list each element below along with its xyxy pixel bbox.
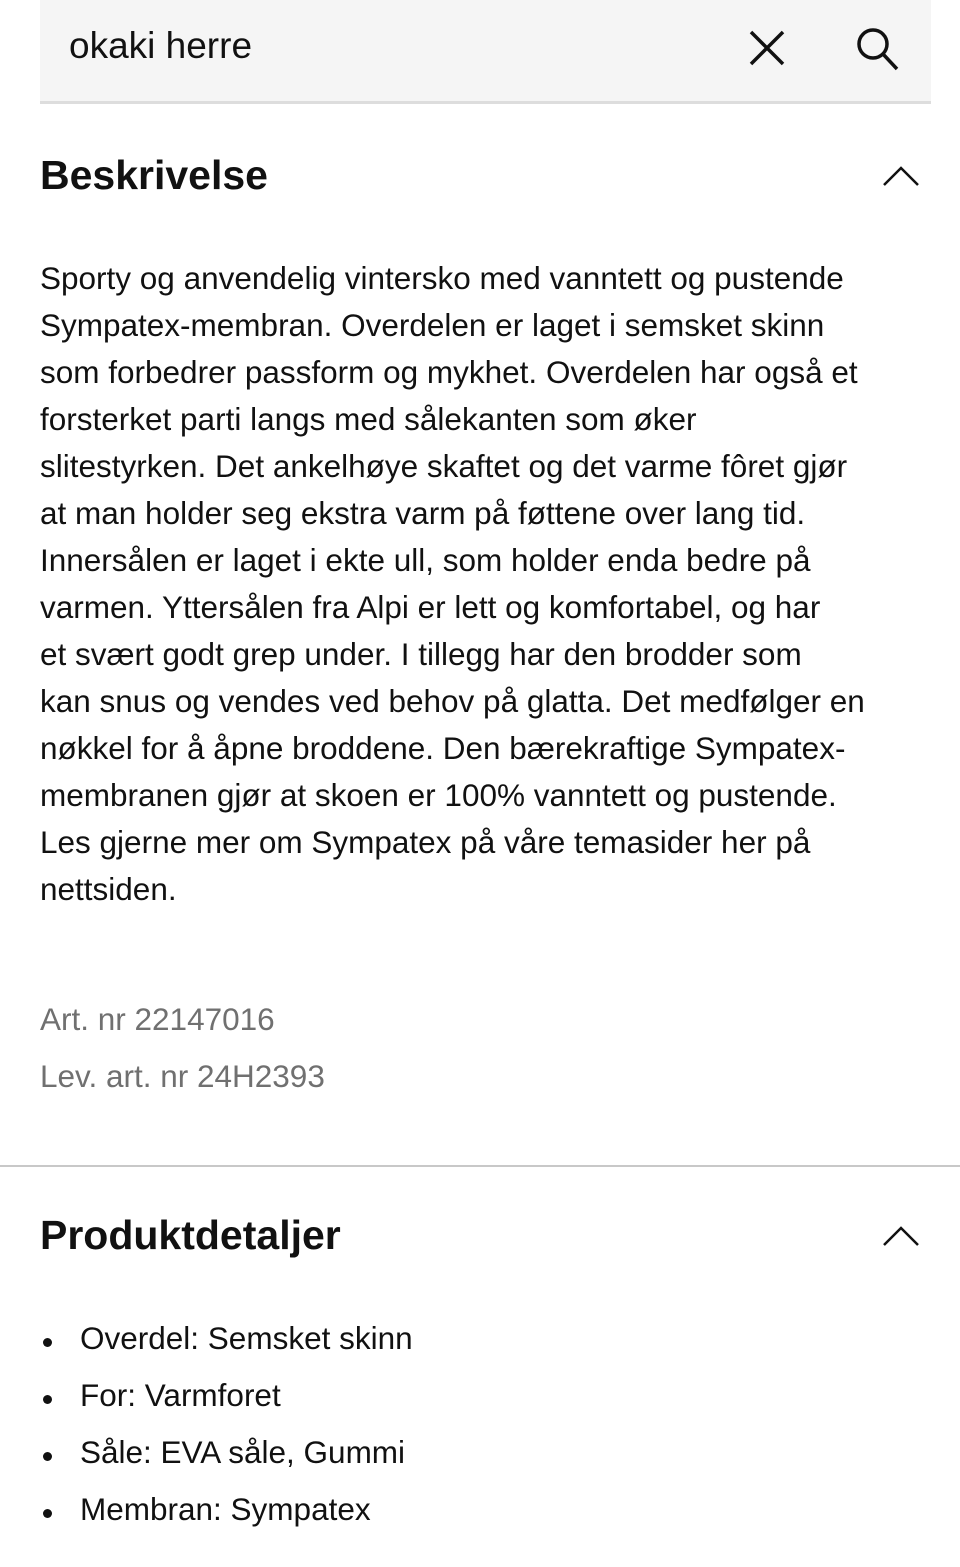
list-item-text: For: Varmforet bbox=[80, 1377, 281, 1413]
description-line: nøkkel for å åpne broddene. Den bærekraftige Sympatex- bbox=[40, 730, 846, 766]
description-line: som forbedrer passform og mykhet. Overdelen har også et bbox=[40, 354, 858, 390]
list-item-text: Såle: EVA såle, Gummi bbox=[80, 1434, 406, 1470]
bullet-icon bbox=[43, 1395, 52, 1404]
supplier-article-number: Lev. art. nr 24H2393 bbox=[40, 1058, 325, 1094]
details-heading[interactable]: Produktdetaljer bbox=[40, 1212, 341, 1258]
list-item bbox=[40, 1320, 413, 1377]
article-number: Art. nr 22147016 bbox=[40, 1001, 275, 1037]
chevron-up-icon[interactable] bbox=[881, 164, 921, 188]
description-line: et svært godt grep under. I tillegg har den brodder som bbox=[40, 636, 802, 672]
search-icon[interactable] bbox=[855, 26, 901, 72]
description-line: Les gjerne mer om Sympatex på våre temasider her på bbox=[40, 824, 811, 860]
bullet-icon bbox=[43, 1338, 52, 1347]
description-line: Sympatex-membran. Overdelen er laget i semsket skinn bbox=[40, 307, 825, 343]
description-heading[interactable]: Beskrivelse bbox=[40, 152, 268, 198]
description-line: nettsiden. bbox=[40, 871, 177, 907]
bullet-icon bbox=[43, 1452, 52, 1461]
list-item bbox=[40, 1491, 413, 1548]
close-icon[interactable] bbox=[747, 28, 787, 68]
list-item bbox=[40, 1377, 413, 1434]
description-line: Sporty og anvendelig vintersko med vanntett og pustende bbox=[40, 260, 844, 296]
search-bar[interactable] bbox=[40, 0, 931, 104]
section-divider bbox=[0, 1165, 960, 1167]
description-line: kan snus og vendes ved behov på glatta. Det medfølger en bbox=[40, 683, 865, 719]
description-line: forsterket parti langs med sålekanten som øker bbox=[40, 401, 697, 437]
list-item-text: Membran: Sympatex bbox=[80, 1491, 371, 1527]
description-text bbox=[40, 255, 865, 913]
description-line: varmen. Yttersålen fra Alpi er lett og komfortabel, og har bbox=[40, 589, 821, 625]
list-item-text: Overdel: Semsket skinn bbox=[80, 1320, 413, 1356]
bullet-icon bbox=[43, 1509, 52, 1518]
chevron-up-icon[interactable] bbox=[881, 1224, 921, 1248]
description-line: Innersålen er laget i ekte ull, som holder enda bedre på bbox=[40, 542, 811, 578]
description-line: slitestyrken. Det ankelhøye skaftet og det varme fôret gjør bbox=[40, 448, 848, 484]
search-input[interactable]: okaki herre bbox=[69, 25, 253, 66]
description-line: at man holder seg ekstra varm på føttene over lang tid. bbox=[40, 495, 806, 531]
details-list bbox=[40, 1320, 413, 1548]
description-line: membranen gjør at skoen er 100% vanntett og pustende. bbox=[40, 777, 837, 813]
list-item bbox=[40, 1434, 413, 1491]
